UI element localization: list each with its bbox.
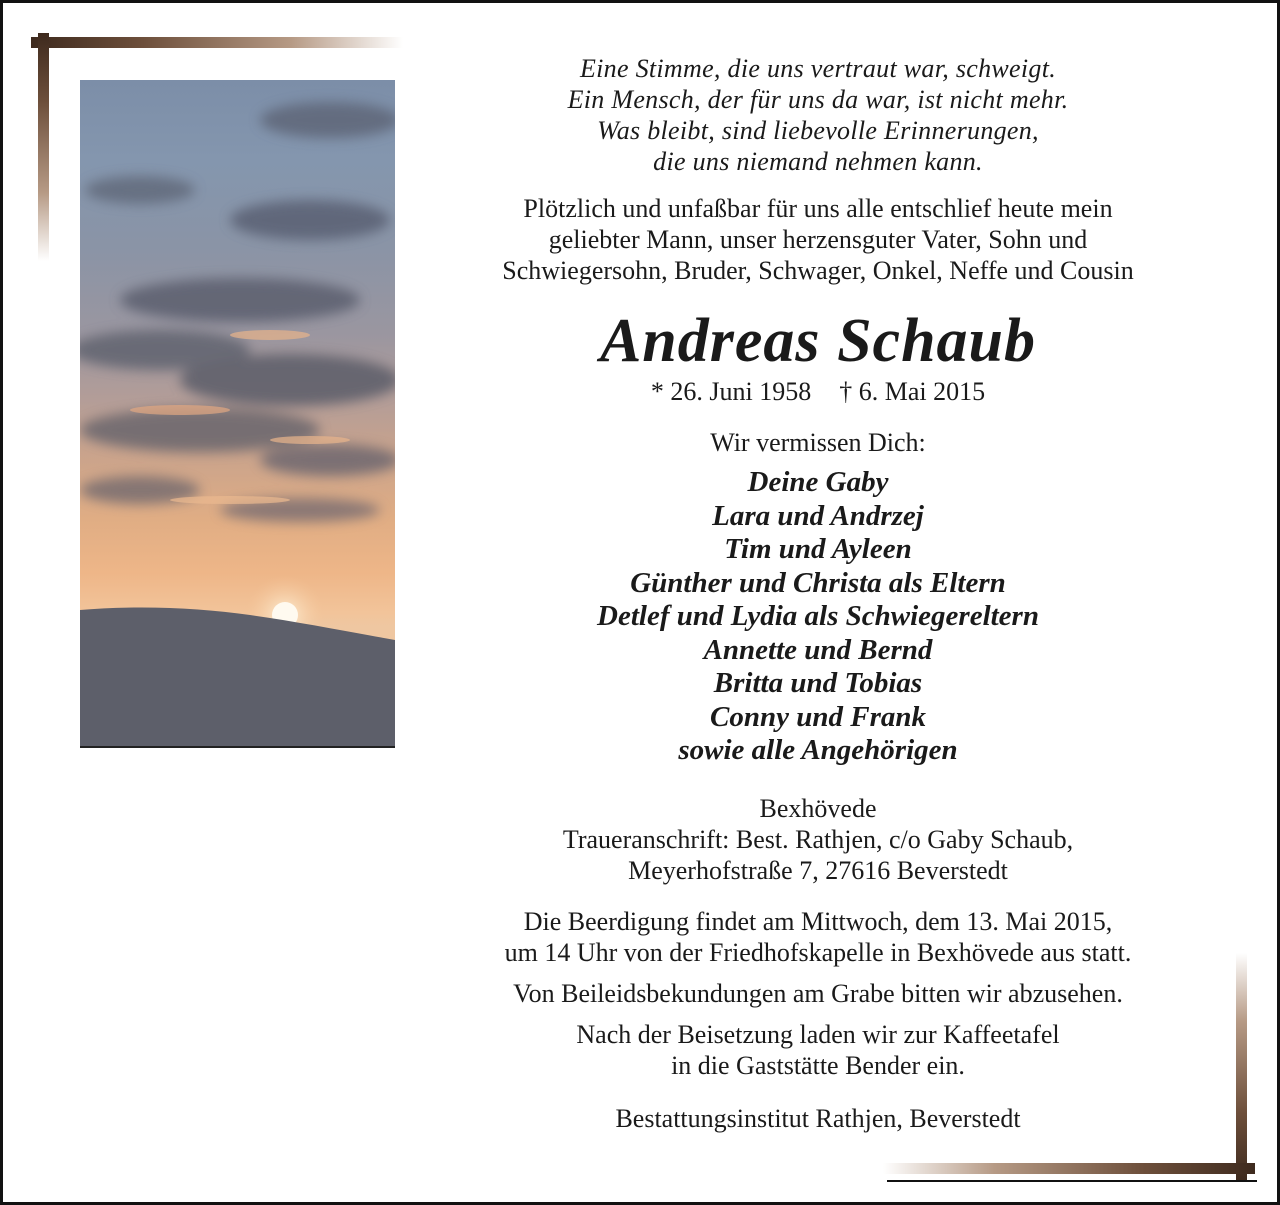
birth-date: * 26. Juni 1958	[650, 377, 812, 406]
top-frame-bar-vertical	[38, 33, 49, 261]
address-line: Meyerhofstraße 7, 27616 Beverstedt	[628, 855, 1008, 885]
miss-line: Wir vermissen Dich:	[710, 428, 926, 457]
life-dates	[423, 376, 1213, 407]
hills	[80, 608, 395, 746]
intro-line: Schwiegersohn, Bruder, Schwager, Onkel, Neffe und Cousin	[502, 256, 1134, 285]
family-member: Britta und Tobias	[713, 667, 923, 699]
bottom-frame-bar-vertical	[1236, 953, 1247, 1181]
coffee-line: in die Gaststätte Bender ein.	[671, 1050, 965, 1080]
intro-text	[423, 193, 1213, 286]
family-member: Günther und Christa als Eltern	[630, 566, 1006, 599]
funeral-line: um 14 Uhr von der Friedhofskapelle in Bexhövede aus statt.	[504, 937, 1132, 967]
death-date: † 6. Mai 2015	[839, 377, 986, 406]
mourning-address	[423, 793, 1213, 886]
family-member: Lara und Andrzej	[712, 499, 924, 532]
coffee-invitation	[423, 1019, 1213, 1081]
deceased-name: Andreas Schaub	[599, 307, 1037, 375]
notice-text	[423, 53, 1213, 1134]
poem-line: Was bleibt, sind liebevolle Erinnerungen,	[597, 116, 1039, 145]
family-member: Tim und Ayleen	[724, 533, 912, 565]
poem-line: Eine Stimme, die uns vertraut war, schweigt.	[579, 54, 1057, 83]
poem-line: Ein Mensch, der für uns da war, ist nicht mehr.	[567, 85, 1069, 114]
undertaker: Bestattungsinstitut Rathjen, Beverstedt	[615, 1103, 1021, 1133]
family-member: Detlef und Lydia als Schwiegereltern	[597, 600, 1039, 632]
poem-line: die uns niemand nehmen kann.	[653, 147, 983, 176]
clouds	[80, 102, 395, 522]
funeral-line: Die Beerdigung findet am Mittwoch, dem 13. Mai 2015,	[523, 906, 1113, 936]
funeral-info	[423, 906, 1213, 968]
bottom-frame-line	[887, 1180, 1257, 1182]
coffee-line: Nach der Beisetzung laden wir zur Kaffeetafel	[576, 1019, 1060, 1049]
address-line: Traueranschrift: Best. Rathjen, c/o Gaby Schaub,	[562, 824, 1074, 854]
family-member: Conny und Frank	[710, 700, 926, 733]
family-member: sowie alle Angehörigen	[678, 734, 958, 766]
sunset-photo	[80, 80, 395, 748]
top-frame-bar-horizontal	[31, 37, 403, 48]
poem	[423, 53, 1213, 177]
family-list	[423, 466, 1213, 768]
family-member: Annette und Bernd	[703, 633, 933, 666]
intro-line: Plötzlich und unfaßbar für uns alle entschlief heute mein	[523, 194, 1113, 223]
condolences-note: Von Beileidsbekundungen am Grabe bitten wir abzusehen.	[513, 978, 1123, 1008]
sunset-illustration	[80, 80, 395, 746]
family-member: Deine Gaby	[747, 466, 889, 498]
bottom-frame-bar-horizontal	[883, 1163, 1255, 1174]
address-line: Bexhövede	[759, 793, 877, 823]
intro-line: geliebter Mann, unser herzensguter Vater, Sohn und	[548, 225, 1088, 254]
